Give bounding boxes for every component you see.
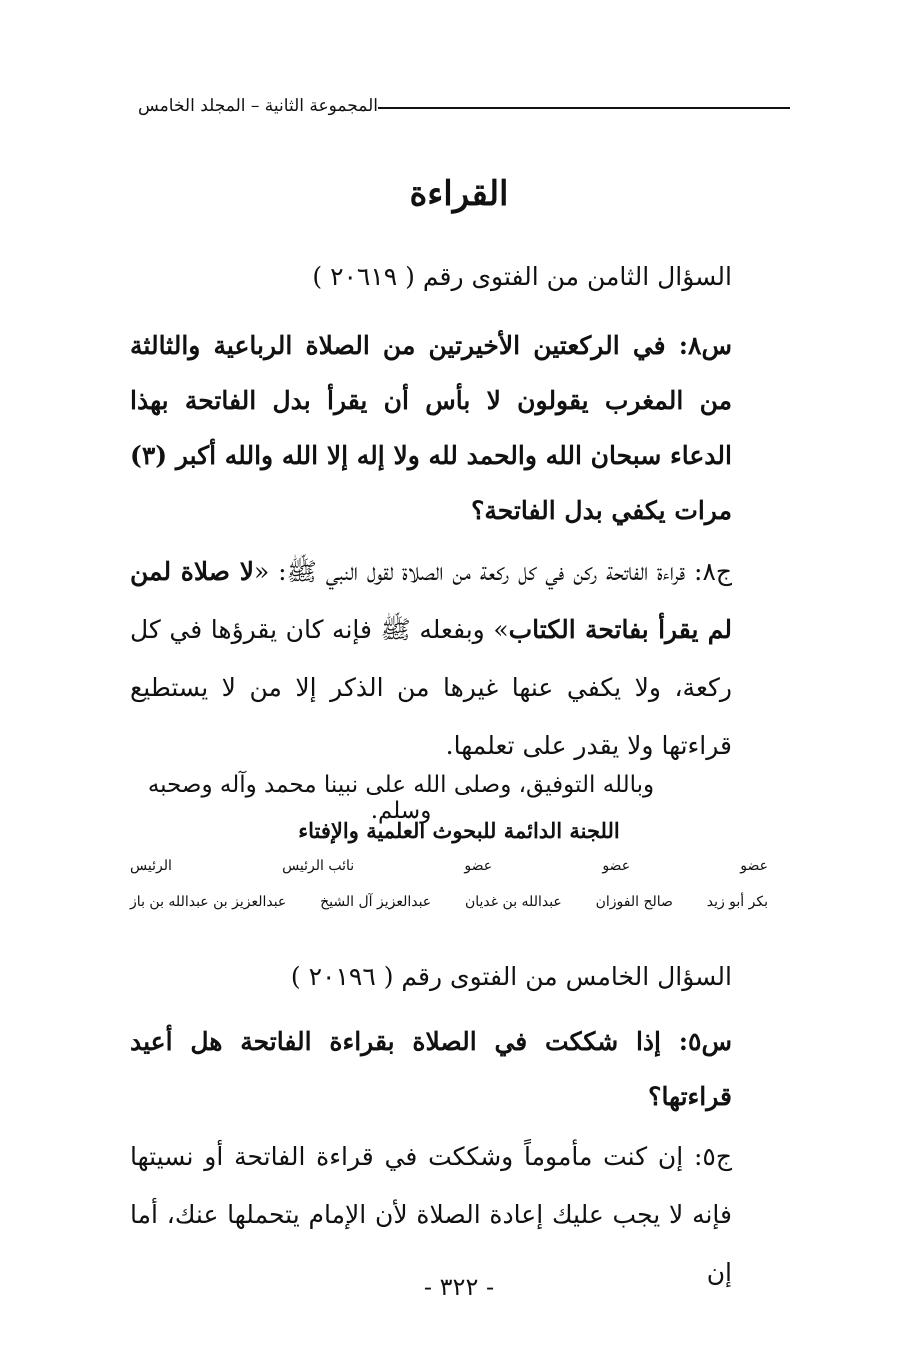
fatwa1-answer-part2: » وبفعله ﷺ فإنه كان يقرؤها في كل ركعة، ولا يكفي عنها غيرها من الذكر إلا من لا يستطيع قراءتها ولا يقدر على تعلمها. bbox=[130, 615, 732, 760]
page-number: - ٣٢٢ - bbox=[423, 1273, 495, 1301]
running-title: المجموعة الثانية – المجلد الخامس bbox=[138, 96, 378, 116]
section-title: القراءة bbox=[409, 174, 509, 214]
fatwa2-answer: ج٥: إن كنت مأموماً وشككت في قراءة الفاتحة أو نسيتها فإنه لا يجب عليك إعادة الصلاة لأن الإمام يتحملها عنك، أما إن bbox=[130, 1142, 732, 1287]
signatory-role: عضو bbox=[740, 858, 768, 874]
fatwa1-question: س٨: في الركعتين الأخيرتين من الصلاة الرباعية والثالثة من المغرب يقولون لا بأس أن يقرأ بدل الفاتحة بهذا الدعاء سبحان الله والحمد لله ولا إله إلا الله والله أكبر (٣) مرات يكفي بدل الفاتحة؟ bbox=[130, 331, 732, 525]
signatory-role: نائب الرئيس bbox=[282, 858, 355, 874]
signatory-name: عبدالله بن غديان bbox=[464, 894, 562, 910]
fatwa1-answer bbox=[130, 543, 732, 775]
signatory-role: عضو bbox=[602, 858, 631, 874]
signatory-name: بكر أبو زيد bbox=[706, 894, 768, 910]
signatory-name: صالح الفوزان bbox=[595, 894, 673, 910]
signatory-role: عضو bbox=[464, 858, 493, 874]
signatory-name: عبدالعزيز بن عبدالله بن باز bbox=[130, 894, 287, 910]
signatory-name: عبدالعزيز آل الشيخ bbox=[320, 894, 432, 910]
header-rule bbox=[378, 107, 790, 109]
committee-name: اللجنة الدائمة للبحوث العلمية والإفتاء bbox=[298, 818, 620, 843]
fatwa1-answer-hadith: لا صلاة لمن لم يقرأ بفاتحة الكتاب bbox=[130, 557, 732, 644]
fatwa2-question: س٥: إذا شككت في الصلاة بقراءة الفاتحة هل أعيد قراءتها؟ bbox=[130, 1027, 732, 1111]
fatwa1-answer-part1: ج٨: قراءة الفاتحة ركن في كل ركعة من الصلاة لقول النبي ﷺ: « bbox=[253, 557, 733, 586]
running-header bbox=[130, 96, 790, 116]
closing-prayer: وبالله التوفيق، وصلى الله على نبينا محمد وآله وصحبه وسلم. bbox=[147, 772, 655, 824]
fatwa2-intro: السؤال الخامس من الفتوى رقم ( ٢٠١٩٦ ) bbox=[290, 962, 732, 991]
fatwa1-intro: السؤال الثامن من الفتوى رقم ( ٢٠٦١٩ ) bbox=[312, 262, 732, 291]
signatory-roles bbox=[130, 858, 768, 874]
signatory-names bbox=[130, 894, 768, 910]
signatory-role: الرئيس bbox=[130, 858, 172, 874]
